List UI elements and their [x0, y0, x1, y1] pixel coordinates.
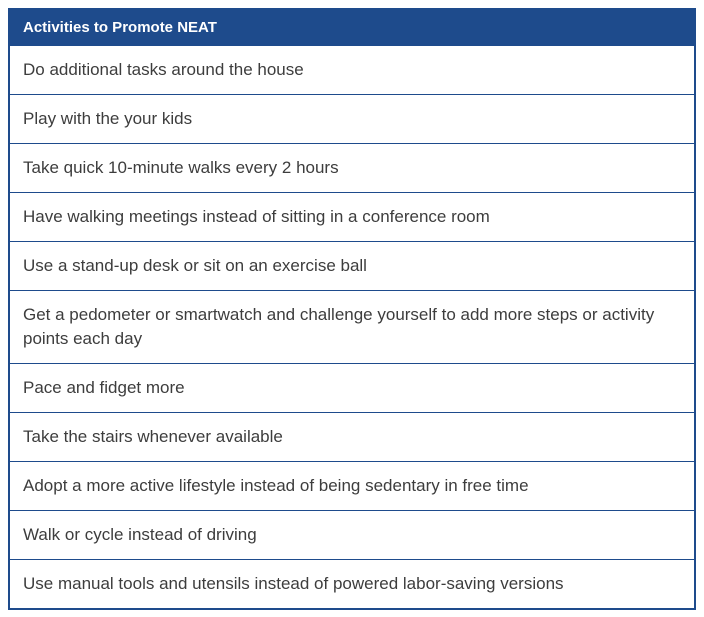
neat-activities-table — [8, 8, 696, 610]
table-row — [10, 143, 694, 192]
table-header: Activities to Promote NEAT — [10, 10, 694, 46]
row-text: Use a stand-up desk or sit on an exercise ball — [23, 256, 367, 275]
row-text: Pace and fidget more — [23, 378, 185, 397]
table-row — [10, 363, 694, 412]
table-row — [10, 241, 694, 290]
table-row — [10, 510, 694, 559]
row-text: Have walking meetings instead of sitting in a conference room — [23, 207, 490, 226]
table-row — [10, 46, 694, 94]
row-text: Take the stairs whenever available — [23, 427, 283, 446]
row-text: Adopt a more active lifestyle instead of being sedentary in free time — [23, 476, 529, 495]
table-row — [10, 290, 694, 363]
row-text: Get a pedometer or smartwatch and challenge yourself to add more steps or activity points each day — [23, 305, 655, 348]
table-row — [10, 412, 694, 461]
row-text: Use manual tools and utensils instead of powered labor-saving versions — [23, 574, 564, 593]
neat-table-body — [10, 46, 694, 608]
table-row — [10, 461, 694, 510]
row-text: Walk or cycle instead of driving — [23, 525, 257, 544]
table-row — [10, 559, 694, 608]
row-text: Take quick 10-minute walks every 2 hours — [23, 158, 339, 177]
table-row — [10, 192, 694, 241]
table-row — [10, 94, 694, 143]
row-text: Do additional tasks around the house — [23, 60, 304, 79]
row-text: Play with the your kids — [23, 109, 193, 128]
